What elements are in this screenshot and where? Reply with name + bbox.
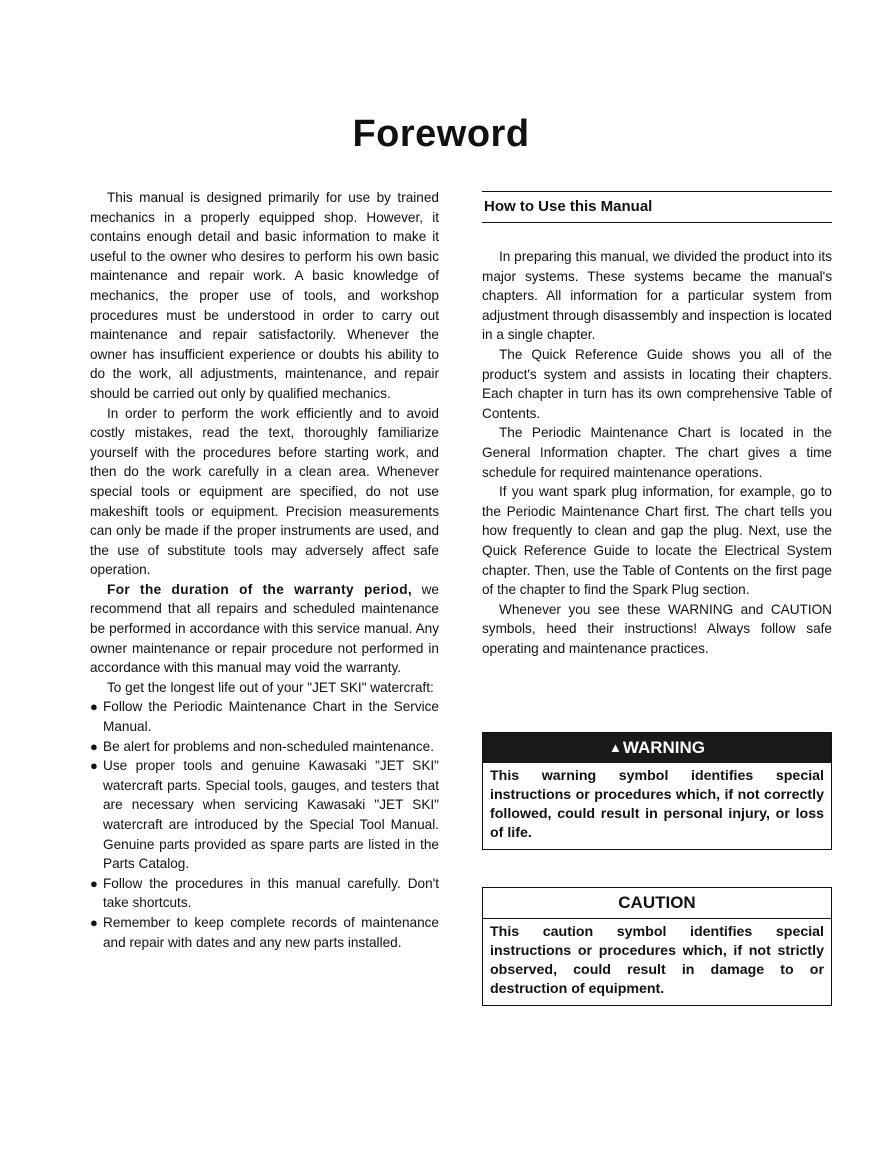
intro-paragraph: This manual is designed primarily for use by trained mechanics in a properly equipped shop. However, it contains enough detail and basic information to make it useful to the owner who desires to perform his own basic maintenance and repair work. A basic knowledge of mechanics, the proper use of tools, and workshop procedures must be understood in order to carry out maintenance and repair satisfactorily. Whenever the owner has insufficient experience or doubts his ability to do the work, all adjustments, maintenance, and repair should be carried out only by qualified mechanics. (90, 190, 439, 401)
list-item: ● Be alert for problems and non-scheduled maintenance. (90, 737, 439, 757)
caution-text: This caution symbol identifies special instructions or procedures which, if not strictly observed, could result in damage to or destruction of equipment. (490, 924, 824, 997)
warranty-lead: For the duration of the warranty period, (107, 581, 413, 597)
caution-header: CAUTION (483, 888, 831, 919)
right-paragraph: In preparing this manual, we divided the product into its major systems. These systems became the manual's chapters. All information for a particular system from adjustment through disassembly and inspection is located in a single chapter. (482, 249, 832, 343)
warning-header: ▲WARNING (483, 733, 831, 763)
section-heading: How to Use this Manual (484, 198, 653, 215)
longest-life-paragraph: To get the longest life out of your "JET SKI" watercraft: (107, 679, 434, 695)
warning-box (482, 732, 832, 850)
warning-triangle-icon: ▲ (608, 740, 622, 755)
bullet-icon: ● (90, 875, 98, 891)
bullet-icon: ● (90, 738, 98, 754)
list-item: ● Remember to keep complete records of maintenance and repair with dates and any new parts installed. (90, 914, 439, 950)
left-column (90, 188, 439, 952)
list-item: ● Follow the procedures in this manual carefully. Don't take shortcuts. (90, 875, 439, 911)
page-title: Foreword (352, 113, 530, 156)
bullet-icon: ● (90, 914, 98, 930)
efficiency-paragraph: In order to perform the work efficiently and to avoid costly mistakes, read the text, thoroughly familiarize yourself with the procedures before starting work, and then do the work carefully in a clean area. Whenever special tools or equipment are specified, do not use makeshift tools or equipment. Precision measurements can only be made if the proper instruments are used, and the use of substitute tools may adversely affect safe operation. (90, 405, 439, 578)
caution-box (482, 887, 832, 1006)
bullet-icon: ● (90, 699, 98, 715)
list-item: ● Use proper tools and genuine Kawasaki "JET SKI" watercraft parts. Special tools, gauges, and testers that are necessary when servicing Kawasaki "JET SKI" watercraft are introduced by the Special Tool Manual. Genuine parts provided as spare parts are listed in the Parts Catalog. (90, 758, 439, 872)
right-paragraph: The Periodic Maintenance Chart is located in the General Information chapter. The chart gives a time schedule for required maintenance operations. (482, 425, 832, 480)
bullet-icon: ● (90, 758, 98, 774)
right-paragraph: Whenever you see these WARNING and CAUTION symbols, heed their instructions! Always follow safe operating and maintenance practices. (482, 601, 832, 656)
right-column (482, 247, 832, 658)
how-to-use-heading-bar (482, 191, 832, 223)
list-item: ● Follow the Periodic Maintenance Chart in the Service Manual. (90, 699, 439, 735)
tips-list (90, 697, 439, 952)
right-paragraph: The Quick Reference Guide shows you all of the product's system and assists in locating their chapters. Each chapter in turn has its own comprehensive Table of Contents. (482, 346, 832, 421)
warranty-paragraph (90, 580, 439, 678)
right-paragraph: If you want spark plug information, for example, go to the Periodic Maintenance Chart first. The chart tells you how frequently to clean and gap the plug. Next, use the Quick Reference Guide to locate the Electrical System chapter. Then, use the Table of Contents on the first page of the chapter to find the Spark Plug section. (482, 484, 832, 598)
warranty-text: we recommend that all repairs and scheduled maintenance be performed in accordance with this service manual. Any owner maintenance or repair procedure not performed in accordance with this manual may void the warranty. (90, 581, 439, 676)
warning-text: This warning symbol identifies special instructions or procedures which, if not correctly followed, could result in personal injury, or loss of life. (490, 768, 824, 841)
